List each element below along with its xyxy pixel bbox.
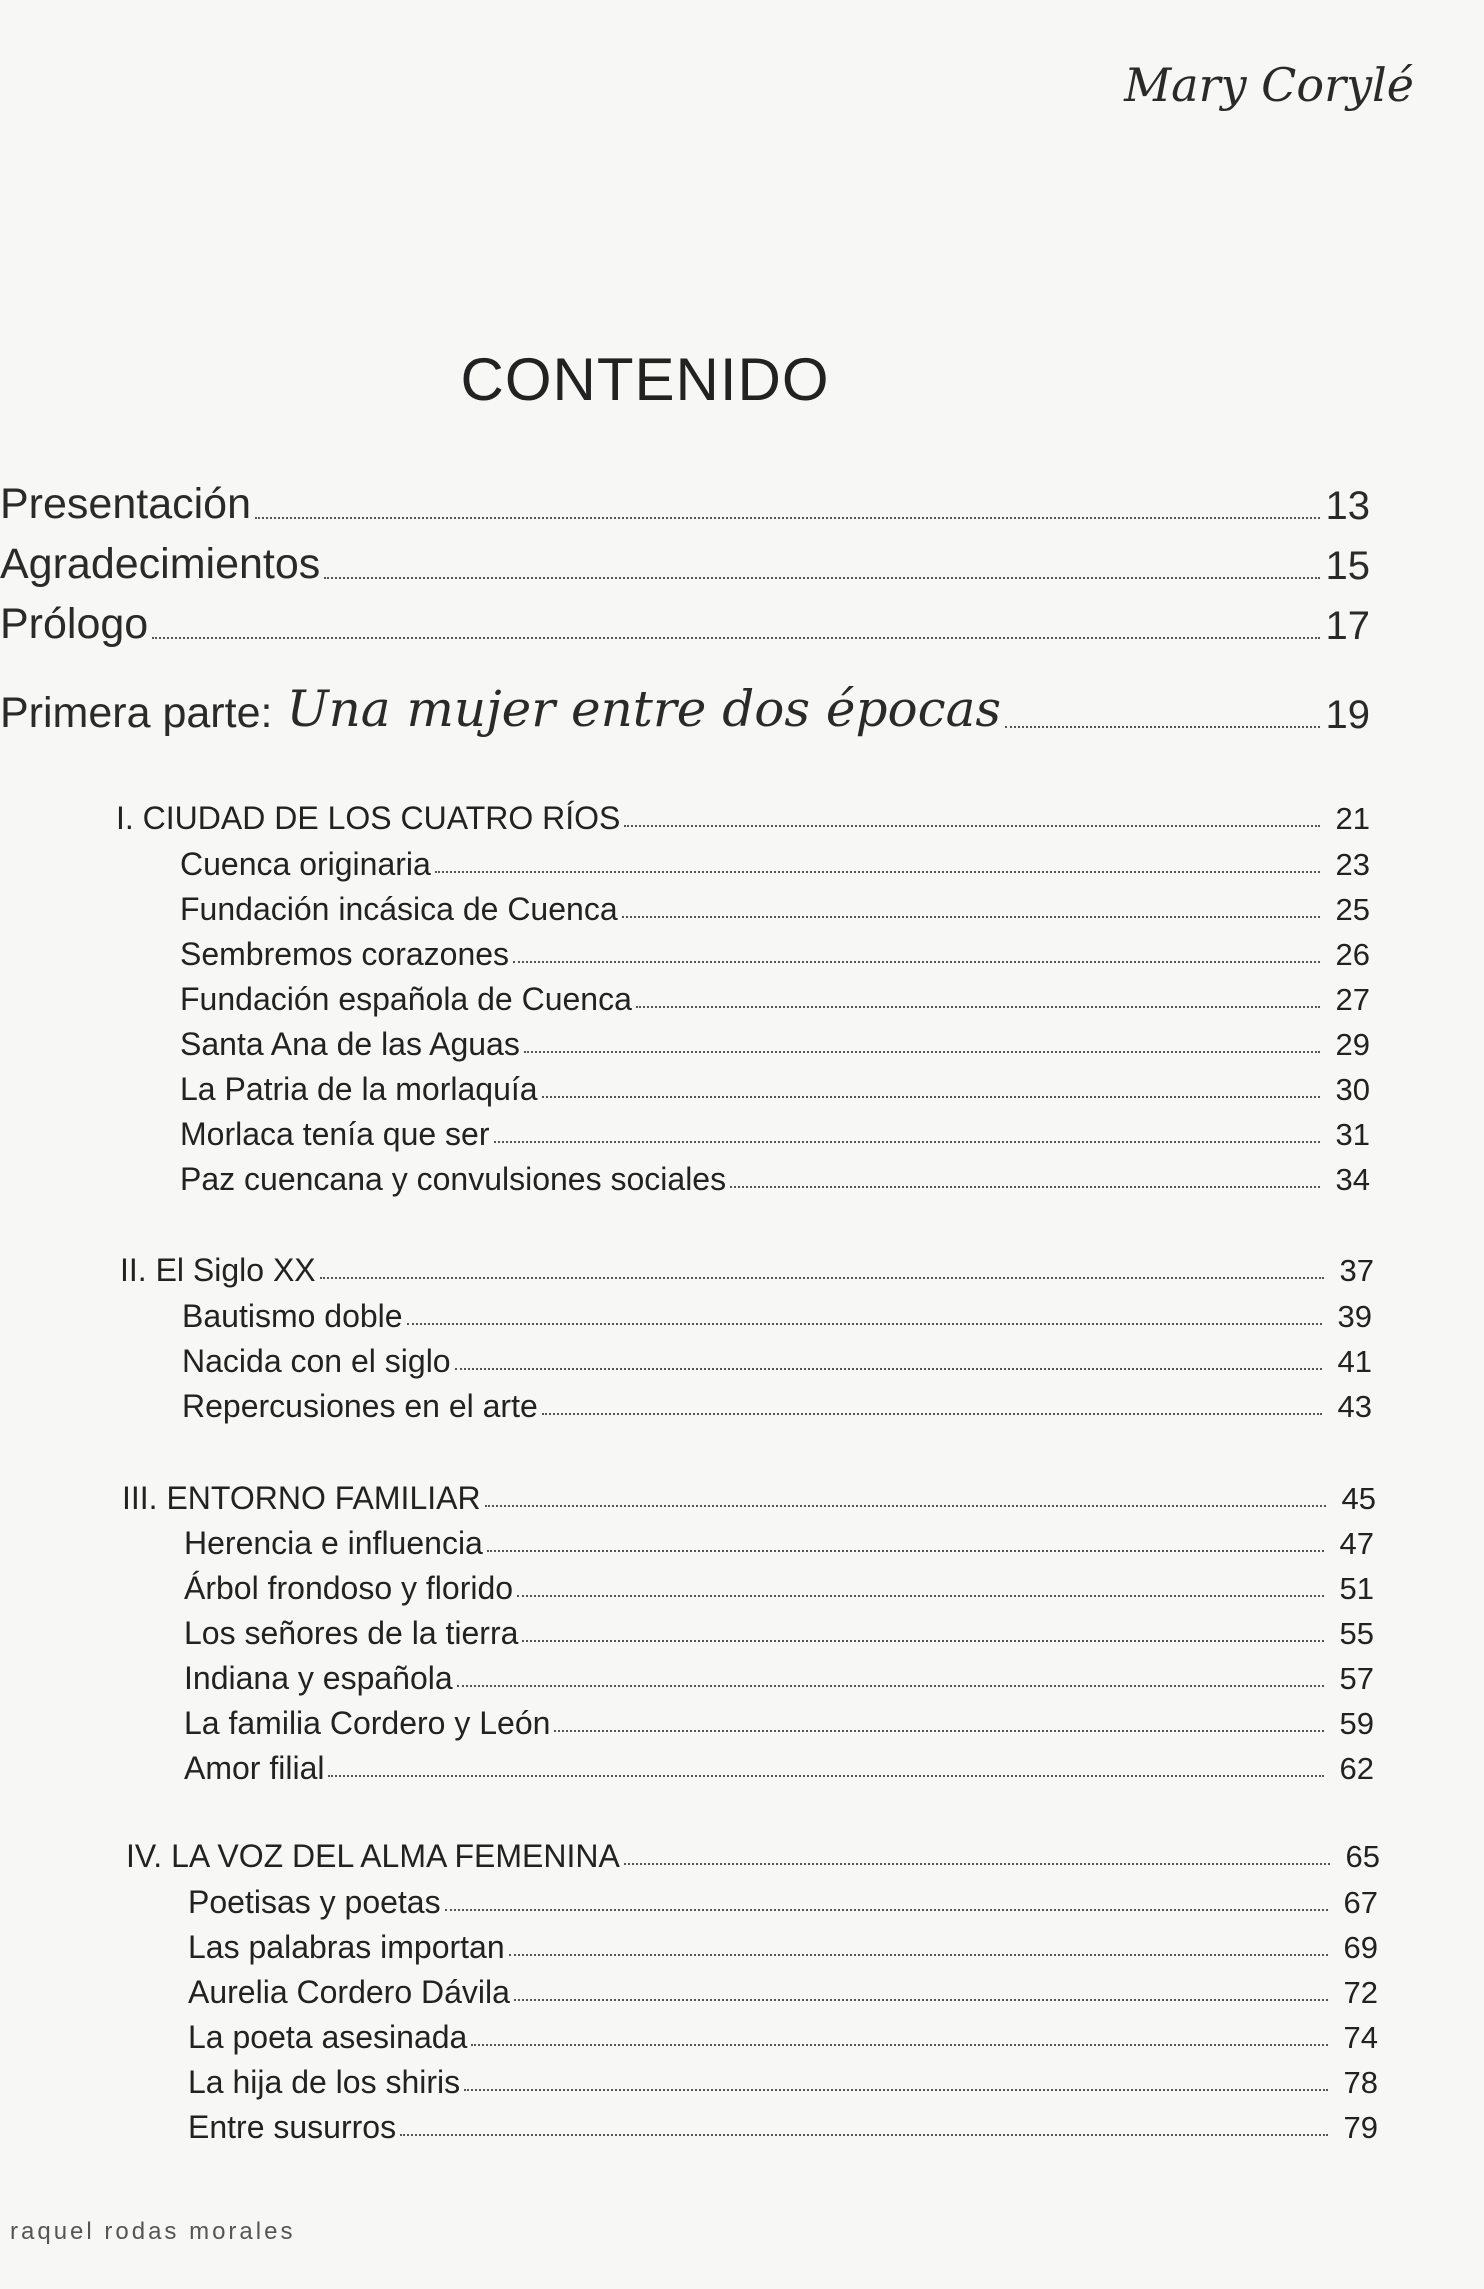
toc-page-number: 23 <box>1335 847 1370 882</box>
toc-page-number: 31 <box>1335 1117 1370 1152</box>
toc-page-number: 57 <box>1339 1661 1374 1696</box>
dot-leader <box>471 2043 1328 2046</box>
toc-item[interactable] <box>184 1570 1374 1607</box>
dot-leader <box>328 1774 1324 1777</box>
part-title: Una mujer entre dos épocas <box>286 680 1002 738</box>
toc-entry-label: Agradecimientos <box>0 540 321 588</box>
toc-item-label: Paz cuencana y convulsiones sociales <box>180 1161 727 1197</box>
running-header-author: Mary Corylé <box>1124 58 1414 112</box>
dot-leader <box>624 1862 1330 1865</box>
toc-page-number: 37 <box>1339 1253 1374 1288</box>
toc-item[interactable] <box>184 1750 1374 1787</box>
toc-page-number: 17 <box>1325 604 1370 648</box>
dot-leader <box>152 636 1319 639</box>
toc-item-label: Poetisas y poetas <box>188 1884 441 1920</box>
running-footer: raquel rodas morales <box>10 2218 296 2245</box>
dot-leader <box>485 1504 1326 1507</box>
toc-item-label: Fundación española de Cuenca <box>180 981 632 1017</box>
toc-entry-presentacion[interactable] <box>0 480 1370 529</box>
toc-item[interactable] <box>184 1705 1374 1742</box>
dot-leader <box>522 1639 1324 1642</box>
dot-leader <box>509 1953 1328 1956</box>
toc-item[interactable] <box>180 846 1370 883</box>
toc-page-number: 15 <box>1325 544 1370 588</box>
toc-item-label: La hija de los shiris <box>188 2064 461 2100</box>
dot-leader <box>542 1412 1322 1415</box>
dot-leader <box>1005 725 1319 728</box>
dot-leader <box>487 1549 1324 1552</box>
toc-page-number: 51 <box>1339 1571 1374 1606</box>
dot-leader <box>517 1594 1324 1597</box>
toc-page-number: 25 <box>1335 892 1370 927</box>
toc-item[interactable] <box>188 2109 1378 2146</box>
toc-item[interactable] <box>180 1161 1370 1198</box>
toc-page-number: 62 <box>1339 1751 1374 1786</box>
toc-page-number: 78 <box>1343 2065 1378 2100</box>
toc-page-number: 45 <box>1341 1481 1376 1516</box>
toc-item[interactable] <box>184 1660 1374 1697</box>
toc-section-4[interactable] <box>126 1838 1380 1875</box>
dot-leader <box>255 516 1320 519</box>
dot-leader <box>494 1140 1321 1143</box>
toc-item-label: Herencia e influencia <box>184 1525 483 1561</box>
dot-leader <box>455 1367 1322 1370</box>
toc-page-number: 21 <box>1335 801 1370 836</box>
toc-page-number: 30 <box>1335 1072 1370 1107</box>
dot-leader <box>636 1005 1320 1008</box>
toc-item[interactable] <box>184 1615 1374 1652</box>
toc-page-number: 26 <box>1335 937 1370 972</box>
toc-page-number: 13 <box>1325 484 1370 528</box>
section-label: II. El Siglo XX <box>120 1252 316 1288</box>
toc-page-number: 19 <box>1325 693 1370 737</box>
dot-leader <box>513 960 1320 963</box>
toc-page-number: 65 <box>1345 1839 1380 1874</box>
toc-page-number: 27 <box>1335 982 1370 1017</box>
toc-item[interactable] <box>188 1884 1378 1921</box>
toc-item-label: Morlaca tenía que ser <box>180 1116 490 1152</box>
toc-section-1[interactable] <box>116 800 1370 837</box>
section-label: III. ENTORNO FAMILIAR <box>122 1480 481 1516</box>
toc-item-label: Las palabras importan <box>188 1929 505 1965</box>
toc-item-label: Los señores de la tierra <box>184 1615 519 1651</box>
toc-entry-prologo[interactable] <box>0 600 1370 649</box>
dot-leader <box>524 1050 1320 1053</box>
toc-item[interactable] <box>188 1974 1378 2011</box>
toc-item-label: Santa Ana de las Aguas <box>180 1026 520 1062</box>
toc-item[interactable] <box>180 981 1370 1018</box>
dot-leader <box>624 824 1320 827</box>
toc-page-number: 67 <box>1343 1885 1378 1920</box>
toc-page-number: 59 <box>1339 1706 1374 1741</box>
toc-page-number: 43 <box>1337 1389 1372 1424</box>
dot-leader <box>542 1095 1320 1098</box>
toc-item-label: Sembremos corazones <box>180 936 510 972</box>
toc-page-number: 74 <box>1343 2020 1378 2055</box>
toc-page-number: 79 <box>1343 2110 1378 2145</box>
toc-page-number: 69 <box>1343 1930 1378 1965</box>
section-label: I. CIUDAD DE LOS CUATRO RÍOS <box>116 800 621 836</box>
toc-item[interactable] <box>180 1071 1370 1108</box>
dot-leader <box>514 1998 1328 2001</box>
dot-leader <box>445 1908 1328 1911</box>
section-label: IV. LA VOZ DEL ALMA FEMENINA <box>126 1838 620 1874</box>
toc-item-label: Aurelia Cordero Dávila <box>188 1974 510 2010</box>
dot-leader <box>464 2088 1328 2091</box>
dot-leader <box>320 1276 1324 1279</box>
dot-leader <box>435 870 1320 873</box>
toc-page-number: 39 <box>1337 1299 1372 1334</box>
toc-part-heading[interactable] <box>0 680 1370 738</box>
toc-page-number: 41 <box>1337 1344 1372 1379</box>
toc-item-label: Fundación incásica de Cuenca <box>180 891 618 927</box>
toc-item-label: Indiana y española <box>184 1660 453 1696</box>
toc-item[interactable] <box>182 1343 1372 1380</box>
toc-item-label: Nacida con el siglo <box>182 1343 451 1379</box>
part-label: Primera parte: <box>0 689 273 737</box>
toc-item[interactable] <box>182 1388 1372 1425</box>
toc-entry-label: Presentación <box>0 480 251 528</box>
toc-entry-label: Prólogo <box>0 600 149 648</box>
toc-item[interactable] <box>180 1026 1370 1063</box>
toc-section-2[interactable] <box>120 1252 1374 1289</box>
dot-leader <box>622 915 1320 918</box>
toc-item-label: Entre susurros <box>188 2109 397 2145</box>
dot-leader <box>400 2133 1328 2136</box>
toc-page-number: 29 <box>1335 1027 1370 1062</box>
dot-leader <box>554 1729 1324 1732</box>
toc-item-label: Árbol frondoso y florido <box>184 1570 514 1606</box>
toc-item-label: La Patria de la morlaquía <box>180 1071 538 1107</box>
toc-item-label: Bautismo doble <box>182 1298 403 1334</box>
toc-item[interactable] <box>188 1929 1378 1966</box>
toc-item[interactable] <box>182 1298 1372 1335</box>
toc-page-number: 55 <box>1339 1616 1374 1651</box>
toc-item[interactable] <box>180 1116 1370 1153</box>
dot-leader <box>457 1684 1324 1687</box>
dot-leader <box>324 576 1319 579</box>
toc-item-label: Repercusiones en el arte <box>182 1388 538 1424</box>
toc-item-label: La familia Cordero y León <box>184 1705 551 1741</box>
toc-item[interactable] <box>180 891 1370 928</box>
toc-item-label: La poeta asesinada <box>188 2019 468 2055</box>
toc-item[interactable] <box>188 2019 1378 2056</box>
page-title: CONTENIDO <box>460 346 830 413</box>
toc-item[interactable] <box>180 936 1370 973</box>
dot-leader <box>407 1322 1322 1325</box>
toc-page-number: 72 <box>1343 1975 1378 2010</box>
toc-entry-agradecimientos[interactable] <box>0 540 1370 589</box>
toc-section-3[interactable] <box>122 1480 1376 1517</box>
toc-item-label: Cuenca originaria <box>180 846 431 882</box>
toc-item[interactable] <box>184 1525 1374 1562</box>
toc-page-number: 47 <box>1339 1526 1374 1561</box>
toc-item-label: Amor filial <box>184 1750 325 1786</box>
toc-page-number: 34 <box>1335 1162 1370 1197</box>
toc-item[interactable] <box>188 2064 1378 2101</box>
dot-leader <box>730 1185 1320 1188</box>
